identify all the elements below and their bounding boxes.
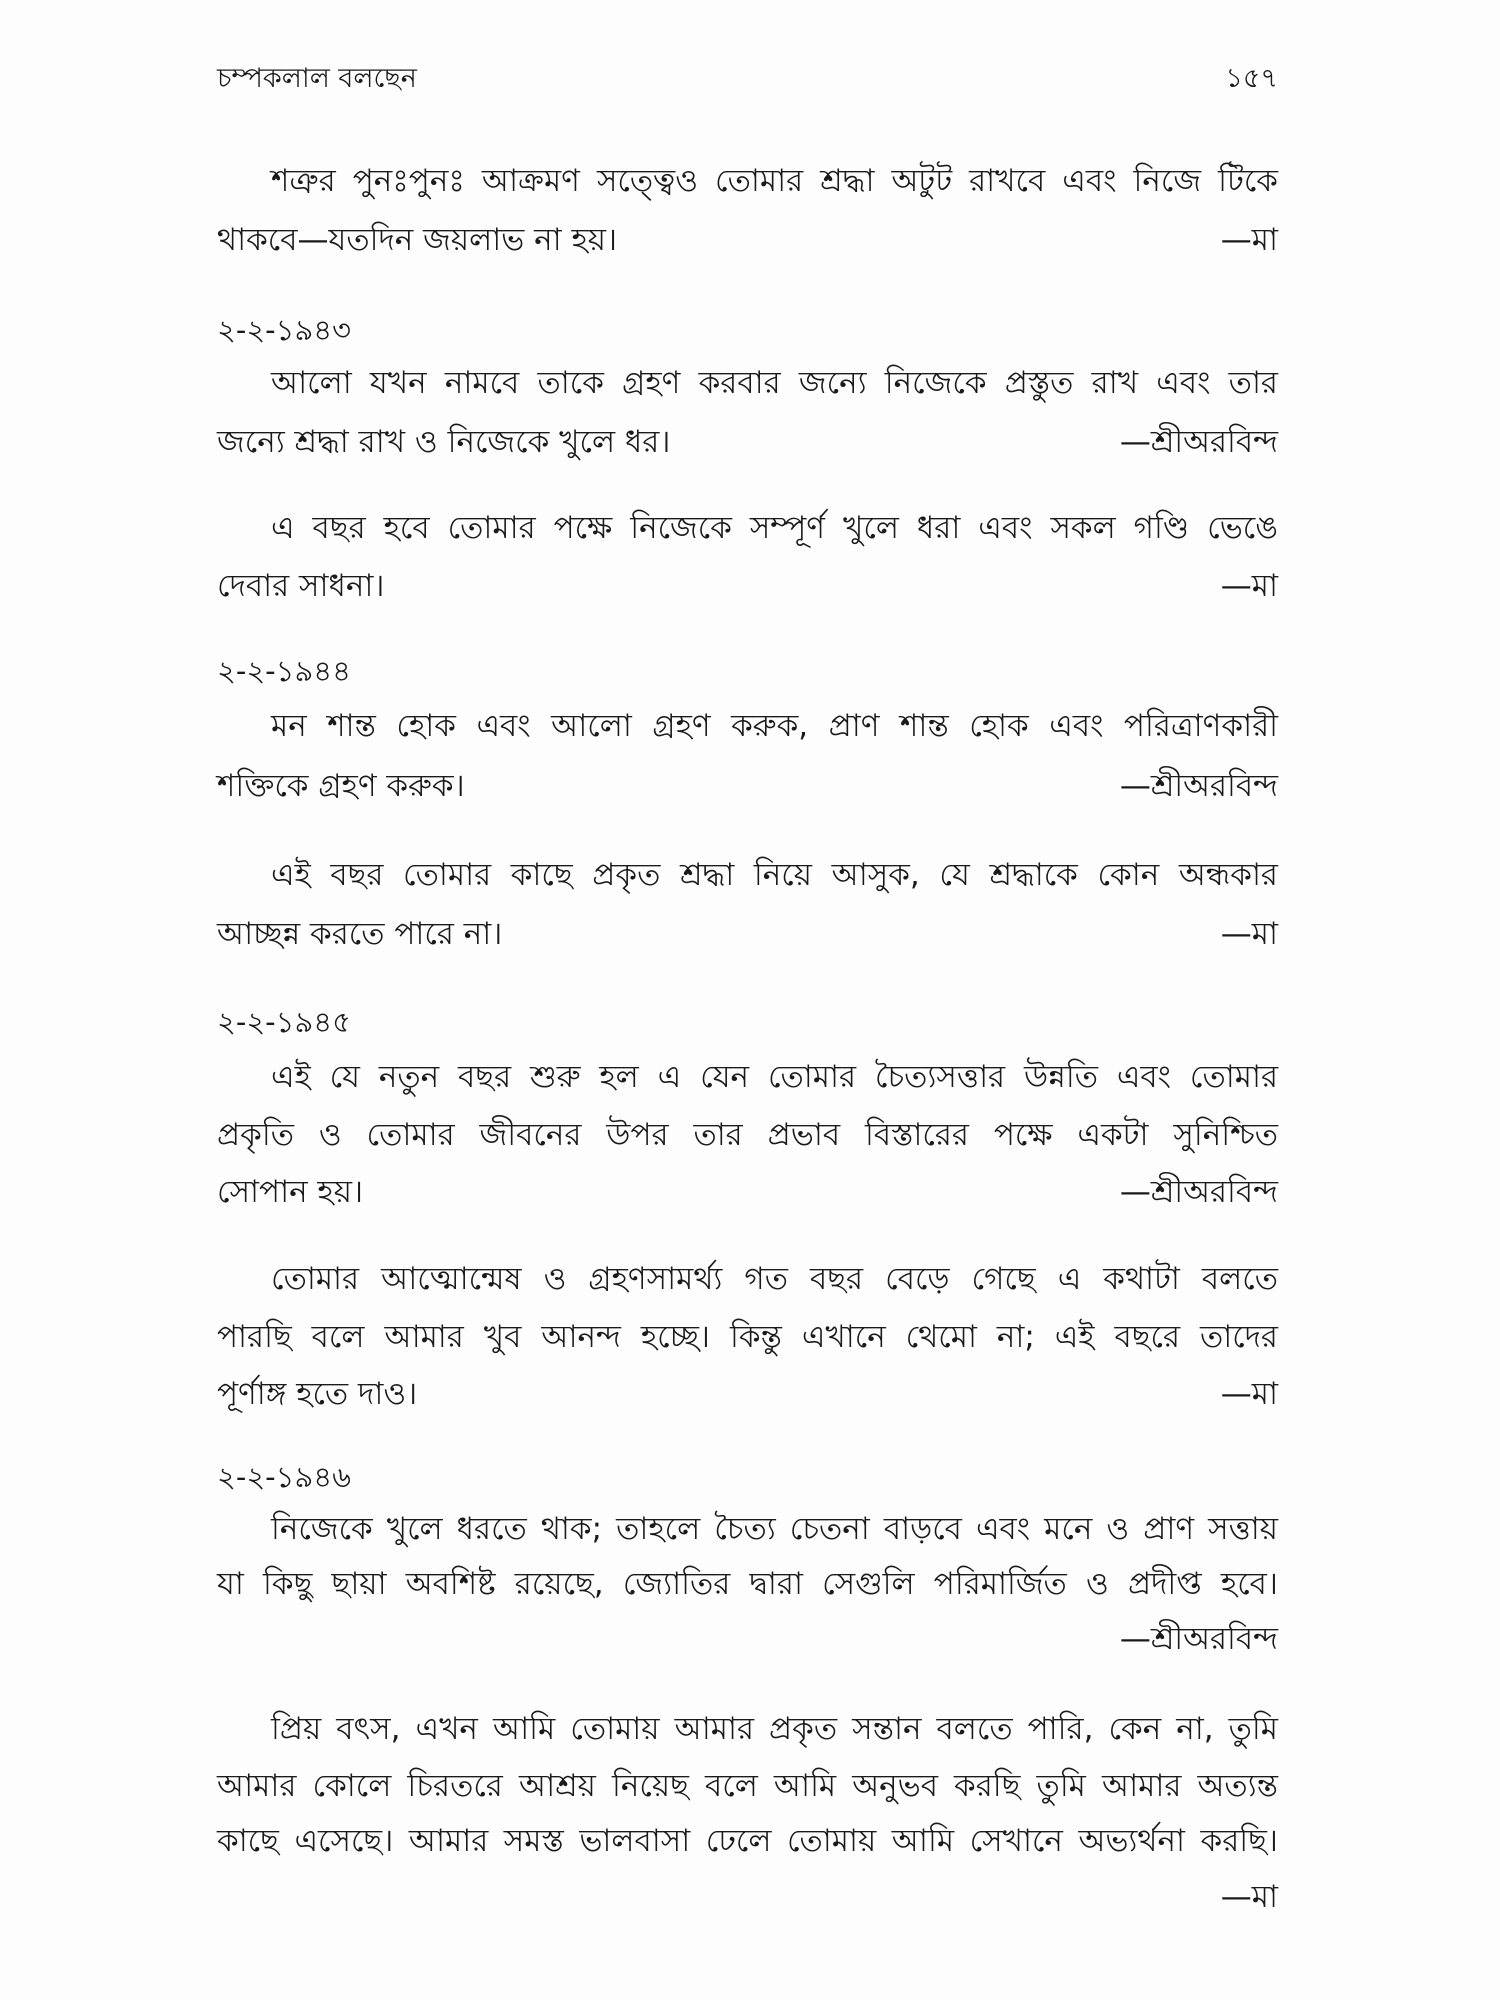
page-number: ১৫৭ <box>1225 63 1278 94</box>
entry-date: ২-২-১৯৪৪ <box>217 654 351 688</box>
text-line: মন শান্ত হোক এবং আলো গ্রহণ করুক, প্রাণ শান্ত হোক এবং পরিত্রাণকারী <box>271 708 1278 744</box>
attribution: —মা <box>1220 1879 1278 1915</box>
attribution: —মা <box>1220 1376 1278 1412</box>
page-header <box>217 54 1278 104</box>
text-line-with-attribution <box>217 215 1278 265</box>
text-line-with-attribution <box>217 417 1278 467</box>
text-line: আমার কোলে চিরতরে আশ্রয় নিয়েছ বলে আমি অনুভব করছি তুমি আমার অত্যন্ত <box>217 1768 1278 1804</box>
text-line: দেবার সাধনা। <box>217 568 385 604</box>
text-line: পূর্ণাঙ্গ হতে দাও। <box>217 1376 418 1412</box>
text-line: আচ্ছন্ন করতে পারে না। <box>217 916 503 952</box>
entry-date: ২-২-১৯৪৫ <box>217 1005 351 1039</box>
entry-date: ২-২-১৯৪৩ <box>217 313 351 347</box>
text-line-with-attribution <box>217 561 1278 611</box>
text-line: সোপান হয়। <box>217 1174 364 1210</box>
attribution: —মা <box>1220 568 1278 604</box>
attribution: —শ্রীঅরবিন্দ <box>1119 1621 1278 1657</box>
text-line: প্রকৃতি ও তোমার জীবনের উপর তার প্রভাব বিস্তারের পক্ষে একটা সুনিশ্চিত <box>217 1117 1278 1153</box>
text-line: জন্যে শ্রদ্ধা রাখ ও নিজেকে খুলে ধর। <box>217 424 671 460</box>
text-line: তোমার আত্মোন্মেষ ও গ্রহণসামর্থ্য গত বছর বেড়ে গেছে এ কথাটা বলতে <box>271 1261 1278 1297</box>
text-line: থাকবে—যতদিন জয়লাভ না হয়। <box>217 222 618 258</box>
text-line: আলো যখন নামবে তাকে গ্রহণ করবার জন্যে নিজেকে প্রস্তুত রাখ এবং তার <box>271 365 1278 401</box>
attribution: —শ্রীঅরবিন্দ <box>1119 424 1278 460</box>
text-line: এই বছর তোমার কাছে প্রকৃত শ্রদ্ধা নিয়ে আসুক, যে শ্রদ্ধাকে কোন অন্ধকার <box>271 857 1278 893</box>
text-line: এ বছর হবে তোমার পক্ষে নিজেকে সম্পূর্ণ খুলে ধরা এবং সকল গণ্ডি ভেঙে <box>271 510 1278 546</box>
text-line: নিজেকে খুলে ধরতে থাক; তাহলে চৈত্য চেতনা বাড়বে এবং মনে ও প্রাণ সত্তায় <box>271 1511 1278 1547</box>
attribution: —মা <box>1220 222 1278 258</box>
text-line: শত্রুর পুনঃপুনঃ আক্রমণ সত্ত্বেও তোমার শ্রদ্ধা অটুট রাখবে এবং নিজে টিকে <box>271 163 1278 199</box>
text-line: যা কিছু ছায়া অবশিষ্ট রয়েছে, জ্যোতির দ্বারা সেগুলি পরিমার্জিত ও প্রদীপ্ত হবে। <box>217 1566 1278 1602</box>
entry-date: ২-২-১৯৪৬ <box>217 1460 351 1494</box>
text-line: পারছি বলে আমার খুব আনন্দ হচ্ছে। কিন্তু এখানে থেমো না; এই বছরে তাদের <box>217 1319 1278 1355</box>
attribution: —শ্রীঅরবিন্দ <box>1119 768 1278 804</box>
attribution: —মা <box>1220 916 1278 952</box>
text-line: শক্তিকে গ্রহণ করুক। <box>217 768 465 804</box>
text-line-with-attribution <box>217 1369 1278 1419</box>
text-line: কাছে এসেছে। আমার সমস্ত ভালবাসা ঢেলে তোমায় আমি সেখানে অভ্যর্থনা করছি। <box>217 1823 1278 1859</box>
attribution: —শ্রীঅরবিন্দ <box>1119 1174 1278 1210</box>
text-line: প্রিয় বৎস, এখন আমি তোমায় আমার প্রকৃত সন্তান বলতে পারি, কেন না, তুমি <box>271 1711 1278 1747</box>
text-line-with-attribution <box>217 761 1278 811</box>
text-line-with-attribution <box>217 1167 1278 1217</box>
text-line: এই যে নতুন বছর শুরু হল এ যেন তোমার চৈত্যসত্তার উন্নতি এবং তোমার <box>271 1059 1278 1095</box>
text-line-with-attribution <box>217 909 1278 959</box>
running-title: চম্পকলাল বলছেন <box>217 63 417 94</box>
